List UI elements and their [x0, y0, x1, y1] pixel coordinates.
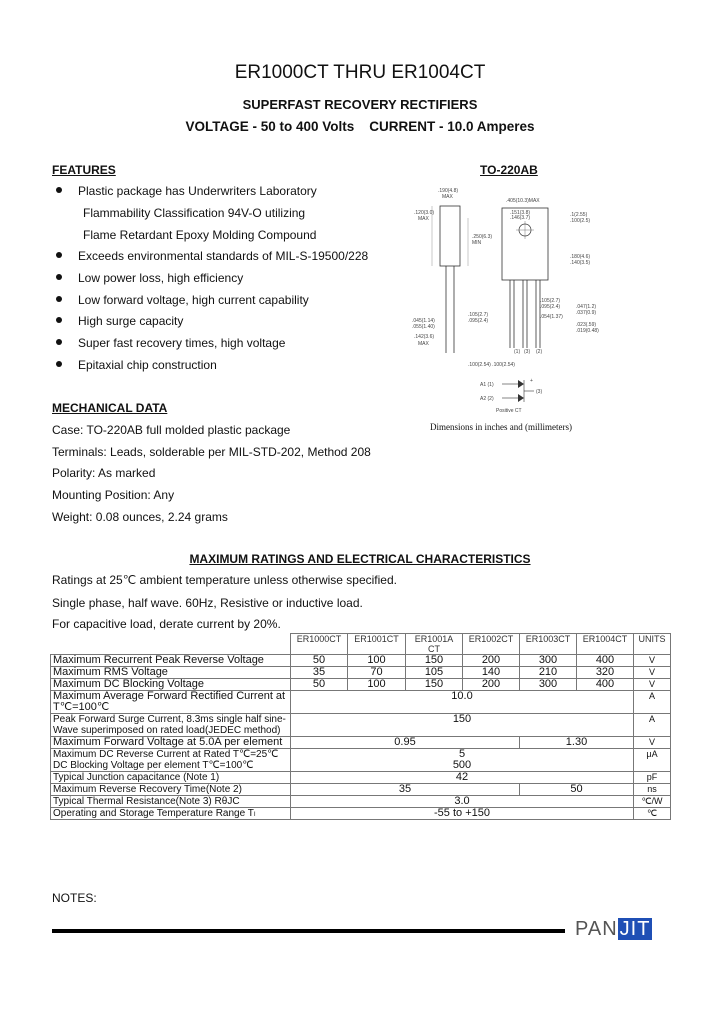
feature-line: Super fast recovery times, high voltage	[78, 336, 286, 350]
feature-line: Exceeds environmental standards of MIL-S-19500/228	[78, 249, 369, 263]
svg-text:.140(3.5): .140(3.5)	[570, 260, 591, 266]
svg-text:.405(10.3)MAX: .405(10.3)MAX	[506, 198, 540, 204]
cell-value: 150	[291, 714, 634, 737]
bullet-icon	[56, 274, 62, 280]
ratings-note: Single phase, half wave. 60Hz, Resistive or inductive load.	[52, 596, 363, 610]
svg-text:.1(2.55): .1(2.55)	[570, 212, 588, 218]
svg-text:A1 (1): A1 (1)	[480, 382, 494, 388]
svg-text:.037(0.9): .037(0.9)	[576, 310, 597, 316]
row-label: Maximum RMS Voltage	[51, 667, 291, 679]
cell-value: 100	[348, 655, 406, 667]
svg-text:(3): (3)	[536, 389, 543, 395]
cell-value: 150	[406, 679, 463, 691]
cell-value	[291, 749, 634, 772]
table-row	[51, 679, 671, 691]
cell-value: 140	[463, 667, 520, 679]
feature-line: Plastic package has Underwriters Laboratory	[78, 184, 317, 198]
table-row	[51, 772, 671, 784]
feature-line: High surge capacity	[78, 314, 184, 328]
ir-value-100c: 500	[452, 759, 472, 771]
table-row	[51, 714, 671, 737]
cell-value: 50	[291, 655, 348, 667]
ratings-title: MAXIMUM RATINGS AND ELECTRICAL CHARACTERISTICS	[189, 552, 531, 566]
cell-unit: pF	[634, 772, 671, 784]
mechanical-line: Case: TO-220AB full molded plastic package	[52, 423, 291, 437]
svg-text:Positive CT: Positive CT	[496, 408, 522, 414]
ratings-note: Ratings at 25℃ ambient temperature unless otherwise specified.	[52, 573, 397, 587]
column-header: ER1001A CT	[406, 634, 463, 655]
cell-value: 200	[463, 679, 520, 691]
svg-text:.151(3.8): .151(3.8)	[510, 210, 531, 216]
bullet-icon	[56, 339, 62, 345]
svg-text:(3): (3)	[524, 349, 531, 355]
svg-text:MAX: MAX	[418, 216, 429, 222]
cell-value: 400	[577, 679, 634, 691]
mechanical-line: Weight: 0.08 ounces, 2.24 grams	[52, 510, 228, 524]
svg-text:.142(3.6): .142(3.6)	[414, 334, 435, 340]
svg-text:.190(4.8): .190(4.8)	[438, 188, 459, 194]
table-row	[51, 655, 671, 667]
cell-unit: V	[634, 655, 671, 667]
table-row	[51, 808, 671, 820]
cell-unit: A	[634, 691, 671, 714]
header-blank	[51, 634, 291, 655]
row-label: Maximum Recurrent Peak Reverse Voltage	[51, 655, 291, 667]
svg-text:MAX: MAX	[418, 341, 429, 347]
cell-value: 50	[520, 784, 634, 796]
table-header-row	[51, 634, 671, 655]
svg-text:.019(0.48): .019(0.48)	[576, 328, 599, 334]
bullet-icon	[56, 187, 62, 193]
mechanical-line: Polarity: As marked	[52, 466, 156, 480]
svg-text:.146(3.7): .146(3.7)	[510, 215, 531, 221]
dimensions-note: Dimensions in inches and (millimeters)	[430, 422, 572, 432]
table-row	[51, 691, 671, 714]
cell-value: -55 to +150	[291, 808, 634, 820]
page-title: ER1000CT THRU ER1004CT	[234, 62, 486, 83]
feature-line: Epitaxial chip construction	[78, 358, 217, 372]
column-header: UNITS	[634, 634, 671, 655]
row-label: Typical Junction capacitance (Note 1)	[51, 772, 291, 784]
svg-text:.180(4.6): .180(4.6)	[570, 254, 591, 260]
svg-text:.105(2.7): .105(2.7)	[540, 298, 561, 304]
table-row	[51, 737, 671, 749]
cell-unit: ℃/W	[634, 796, 671, 808]
svg-text:MAX: MAX	[442, 194, 453, 200]
mechanical-line: Terminals: Leads, solderable per MIL-STD-202, Method 208	[52, 445, 371, 459]
mechanical-line: Mounting Position: Any	[52, 488, 175, 502]
feature-line: Flame Retardant Epoxy Molding Compound	[83, 228, 317, 242]
feature-line: Flammability Classification 94V-O utilizing	[83, 206, 306, 220]
svg-text:A2 (2): A2 (2)	[480, 396, 494, 402]
svg-text:.095(2.4): .095(2.4)	[540, 304, 561, 310]
column-header: ER1003CT	[520, 634, 577, 655]
cell-value: 300	[520, 655, 577, 667]
svg-text:+: +	[530, 378, 533, 384]
bullet-icon	[56, 296, 62, 302]
svg-text:.120(3.0): .120(3.0)	[414, 210, 435, 216]
bullet-icon	[56, 317, 62, 323]
cell-value: 35	[291, 784, 520, 796]
logo-jit-text: JIT	[619, 918, 651, 940]
svg-text:.250(6.3): .250(6.3)	[472, 234, 493, 240]
ratings-note: For capacitive load, derate current by 20%.	[52, 617, 281, 631]
table-row	[51, 796, 671, 808]
ratings-table	[50, 633, 671, 820]
ir-value-25c: 5	[458, 748, 466, 760]
footer-rule	[52, 929, 565, 933]
cell-value: 400	[577, 655, 634, 667]
cell-value: 3.0	[291, 796, 634, 808]
cell-unit: μA	[634, 749, 671, 772]
cell-value: 42	[291, 772, 634, 784]
feature-line: Low forward voltage, high current capability	[78, 293, 309, 307]
cell-value: 10.0	[291, 691, 634, 714]
svg-text:.105(2.7): .105(2.7)	[468, 312, 489, 318]
package-outline-diagram	[410, 178, 610, 418]
cell-unit: A	[634, 714, 671, 737]
column-header: ER1004CT	[577, 634, 634, 655]
row-label: Maximum Forward Voltage at 5.0A per element	[51, 737, 291, 749]
table-row	[51, 784, 671, 796]
feature-line: Low power loss, high efficiency	[78, 271, 244, 285]
cell-unit: V	[634, 679, 671, 691]
cell-value: 105	[406, 667, 463, 679]
cell-value: 200	[463, 655, 520, 667]
features-heading: FEATURES	[52, 163, 116, 177]
cell-value: 300	[520, 679, 577, 691]
svg-text:.023(.59): .023(.59)	[576, 322, 597, 328]
cell-value: 0.95	[291, 737, 520, 749]
row-label: Maximum DC Reverse Current at Rated T℃=25℃ DC Blocking Voltage per element T℃=100℃	[51, 749, 291, 772]
voltage-current-line: VOLTAGE - 50 to 400 Volts CURRENT - 10.0 Amperes	[185, 119, 535, 134]
cell-value: 70	[348, 667, 406, 679]
svg-text:.055(1.40): .055(1.40)	[412, 324, 435, 330]
bullet-icon	[56, 252, 62, 258]
row-label: Peak Forward Surge Current, 8.3ms single half sine-Wave superimposed on rated load(JEDEC method)	[51, 714, 291, 737]
svg-text:.100(2.5): .100(2.5)	[570, 218, 591, 224]
cell-value: 320	[577, 667, 634, 679]
package-label: TO-220AB	[480, 163, 538, 177]
svg-text:.095(2.4): .095(2.4)	[468, 318, 489, 324]
logo-pan-text: PAN	[575, 918, 618, 940]
row-label: Maximum Average Forward Rectified Current at T℃=100℃	[51, 691, 291, 714]
table-row	[51, 749, 671, 772]
table-row	[51, 667, 671, 679]
cell-value: 35	[291, 667, 348, 679]
svg-text:(1): (1)	[514, 349, 521, 355]
column-header: ER1001CT	[348, 634, 406, 655]
cell-value: 210	[520, 667, 577, 679]
cell-unit: ℃	[634, 808, 671, 820]
cell-value: 100	[348, 679, 406, 691]
cell-value: 50	[291, 679, 348, 691]
svg-text:MIN: MIN	[472, 240, 482, 246]
bullet-icon	[56, 361, 62, 367]
cell-unit: V	[634, 737, 671, 749]
subtitle: SUPERFAST RECOVERY RECTIFIERS	[242, 97, 478, 112]
mechanical-heading: MECHANICAL DATA	[52, 401, 168, 415]
panjit-logo	[575, 918, 652, 941]
cell-value: 150	[406, 655, 463, 667]
cell-value: 1.30	[520, 737, 634, 749]
column-header: ER1002CT	[463, 634, 520, 655]
svg-text:(2): (2)	[536, 349, 543, 355]
row-label: Operating and Storage Temperature Range Tₗ	[51, 808, 291, 820]
row-label: Maximum DC Blocking Voltage	[51, 679, 291, 691]
svg-text:.100(2.54) .100(2.54): .100(2.54) .100(2.54)	[468, 362, 515, 368]
row-label: Typical Thermal Resistance(Note 3) RθJC	[51, 796, 291, 808]
column-header: ER1000CT	[291, 634, 348, 655]
svg-text:.054(1.37): .054(1.37)	[540, 314, 563, 320]
row-label: Maximum Reverse Recovery Time(Note 2)	[51, 784, 291, 796]
svg-text:.045(1.14): .045(1.14)	[412, 318, 435, 324]
svg-text:.047(1.2): .047(1.2)	[576, 304, 597, 310]
cell-unit: ns	[634, 784, 671, 796]
notes-label: NOTES:	[52, 891, 97, 905]
cell-unit: V	[634, 667, 671, 679]
